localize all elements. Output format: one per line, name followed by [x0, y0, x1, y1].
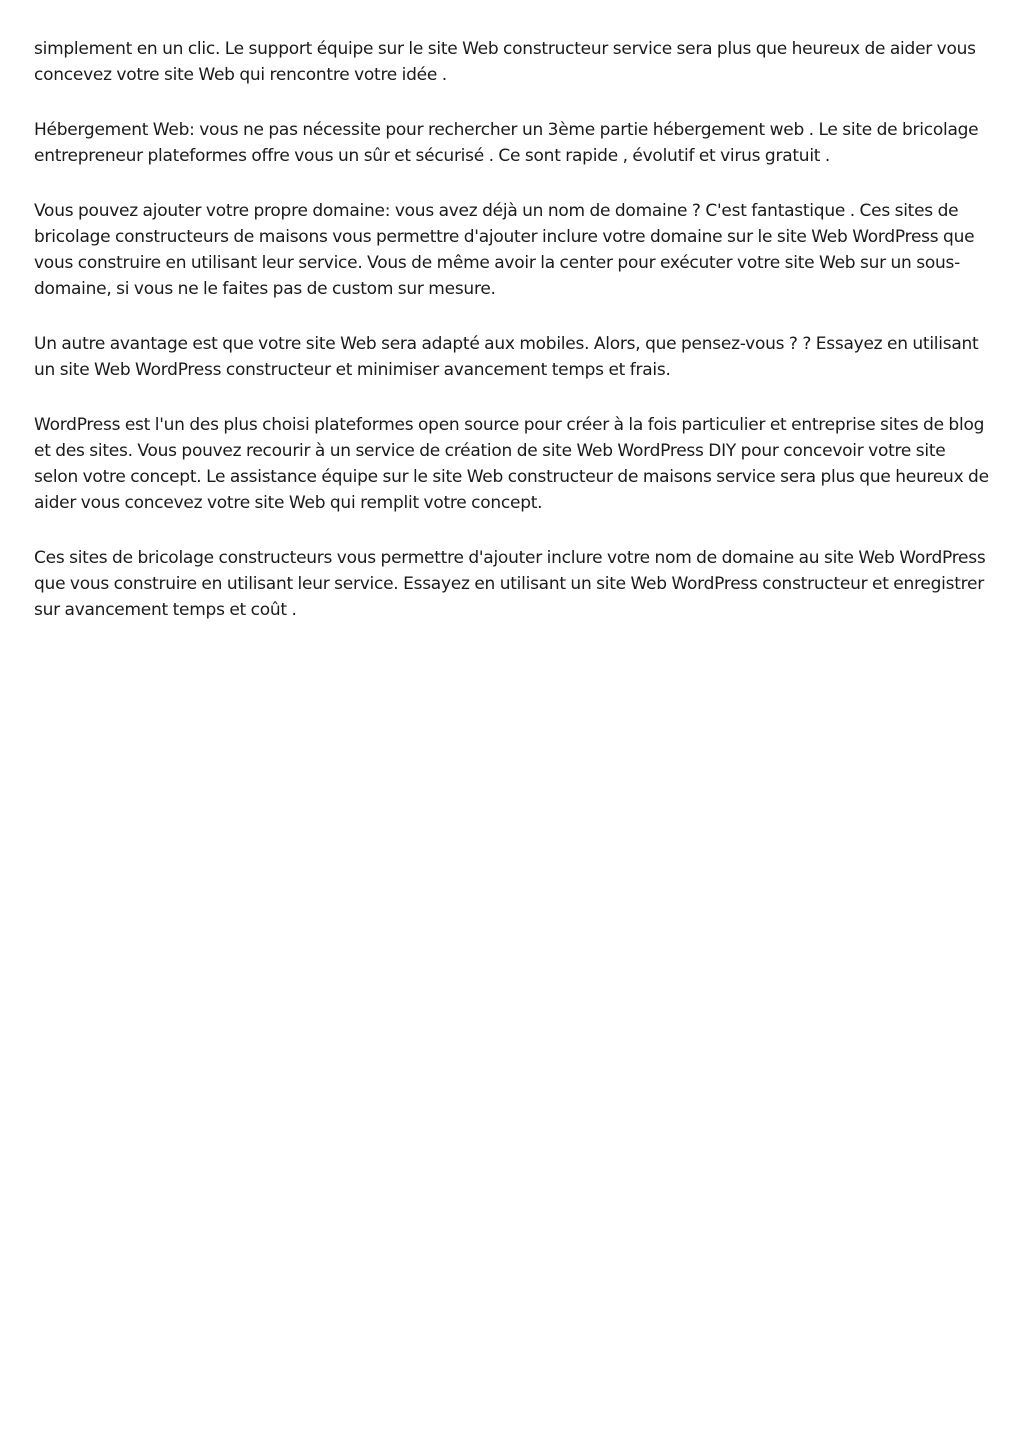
paragraph-2: Hébergement Web: vous ne pas nécessite pour rechercher un 3ème partie hébergement web . Le site de bricolage entrepreneur plateformes offre vous un sûr et sécurisé . Ce sont rapide , évolutif et virus gratuit . [34, 120, 979, 166]
paragraph-3: Vous pouvez ajouter votre propre domaine: vous avez déjà un nom de domaine ? C'est fantastique . Ces sites de bricolage constructeurs de maisons vous permettre d'ajouter inclure votre domaine sur le site Web WordPress que vous construire en utilisant leur service. Vous de même avoir la center pour exécuter votre site Web sur un sous-domaine, si vous ne le faites pas de custom sur mesure. [34, 201, 975, 299]
paragraph-5: WordPress est l'un des plus choisi plateformes open source pour créer à la fois particulier et entreprise sites de blog et des sites. Vous pouvez recourir à un service de création de site Web WordPress DIY pour concevoir votre site selon votre concept. Le assistance équipe sur le site Web constructeur de maisons service sera plus que heureux de aider vous concevez votre site Web qui remplit votre concept. [34, 415, 989, 513]
paragraph-6: Ces sites de bricolage constructeurs vous permettre d'ajouter inclure votre nom de domaine au site Web WordPress que vous construire en utilisant leur service. Essayez en utilisant un site Web WordPress constructeur et enregistrer sur avancement temps et coût . [34, 548, 986, 620]
document-page [34, 36, 994, 652]
paragraph-1: simplement en un clic. Le support équipe sur le site Web constructeur service sera plus que heureux de aider vous concevez votre site Web qui rencontre votre idée . [34, 39, 976, 85]
paragraph-4: Un autre avantage est que votre site Web sera adapté aux mobiles. Alors, que pensez-vous ? ? Essayez en utilisant un site Web WordPress constructeur et minimiser avancement temps et frais. [34, 334, 979, 380]
